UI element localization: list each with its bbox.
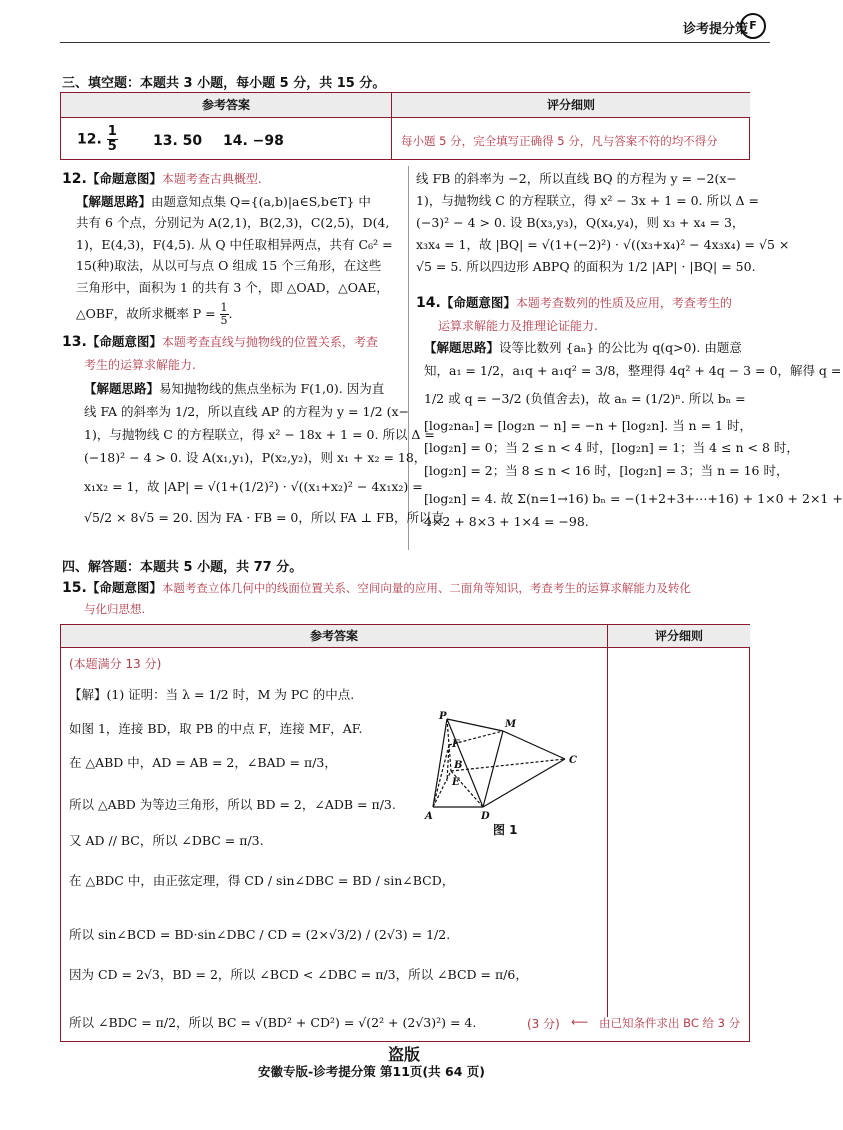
q15-answer-table — [60, 624, 750, 1042]
q13-cont-line-4: x₃x₄ = 1，故 |BQ| = √(1+(−2)²) · √((x₃+x₄)² − 4x₃x₄) = √5 × — [416, 237, 790, 252]
q12-idea-tag: 【解题思路】 — [76, 193, 152, 209]
label-f: F — [452, 739, 460, 750]
q13-cont-line-3: (−3)² − 4 > 0. 设 B(x₃,y₃)，Q(x₄,y₄)，则 x₃ + x₄ = 3， — [416, 215, 745, 230]
label-c: C — [569, 755, 577, 766]
answer-13: 13. 50 — [153, 133, 203, 149]
q14-line-1: 设等比数列 {aₙ} 的公比为 q(q>0). 由题意 — [499, 340, 742, 355]
q15-step-6: 在 △BDC 中，由正弦定理，得 CD / sin∠DBC = BD / sin∠BCD， — [69, 873, 455, 888]
q15-step-8: 因为 CD = 2√3，BD = 2，所以 ∠BCD < ∠DBC = π/3，所以 ∠BCD = π/6， — [69, 967, 528, 982]
q13-cont-line-5: √5 = 5. 所以四边形 ABPQ 的面积为 1/2 |AP| · |BQ| = 50. — [416, 259, 756, 274]
q14-number: 14. — [416, 295, 441, 311]
q15-step-7: 所以 sin∠BCD = BD·sin∠DBC / CD = (2×√3/2) / (2√3) = 1/2. — [69, 927, 451, 942]
edge-dc — [483, 759, 565, 807]
q13-line-3: 1)，与抛物线 C 的方程联立，得 x² − 18x + 1 = 0. 所以 Δ = — [84, 427, 435, 442]
q12-line-6-end: . — [228, 306, 233, 321]
figure-1-pyramid — [423, 711, 583, 829]
q13-line-5: x₁x₂ = 1，故 |AP| = √(1+(1/2)²) · √((x₁+x₂)² − 4x₁x₂) = — [84, 479, 423, 494]
section-3-title: 三、填空题：本题共 3 小题，每小题 5 分，共 15 分。 — [62, 76, 386, 91]
edge-dm — [483, 731, 503, 807]
q12-line-2: 共有 6 个点，分别记为 A(2,1)，B(2,3)，C(2,5)，D(4, — [76, 215, 390, 230]
q14-line-2: 知，a₁ = 1/2，a₁q + a₁q² = 3/8，整理得 4q² + 4q − 3 = 0，解得 q = — [424, 362, 842, 378]
q13-line-1: 易知抛物线的焦点坐标为 F(1,0). 因为直 — [159, 381, 385, 396]
footer-text: 安徽专版-诊考提分策 第11页(共 64 页) — [258, 1064, 485, 1079]
q15-header-answer: 参考答案 — [61, 625, 607, 647]
label-m: M — [505, 719, 517, 730]
header-divider — [60, 42, 770, 43]
q13-continued-block — [416, 168, 790, 278]
q15-col-rule — [607, 647, 608, 1017]
q12-intent: 本题考查古典概型. — [161, 172, 262, 186]
q12-line-4: 15(种)取法，从以可与点 O 组成 15 个三角形，在这些 — [76, 258, 382, 273]
q15-step-2: 如图 1，连接 BD，取 PB 的中点 F，连接 MF，AF. — [69, 721, 363, 736]
q15-full-score: (本题满分 13 分) — [69, 657, 162, 671]
q12-prob-den: 5 — [220, 314, 228, 327]
q14-idea-tag: 【解题思路】 — [424, 340, 500, 355]
q15-step-1: 【解】(1) 证明：当 λ = 1/2 时，M 为 PC 的中点. — [69, 687, 355, 702]
label-a: A — [425, 811, 433, 822]
q13-block — [62, 330, 445, 529]
q14-line-7: [log₂n] = 4. 故 Σ(n=1→16) bₙ = −(1+2+3+⋯+16) + 1×0 + 2×1 + — [424, 491, 843, 506]
label-p: P — [439, 711, 447, 722]
brand-logo-icon: F — [740, 13, 766, 39]
q13-cont-line-2: 1)，与抛物线 C 的方程联立，得 x² − 3x + 1 = 0. 所以 Δ = — [416, 193, 759, 208]
q15-step-5: 又 AD // BC，所以 ∠DBC = π/3. — [69, 833, 264, 848]
label-d: D — [481, 811, 490, 822]
q15-intent-block — [62, 577, 752, 620]
q15-score-detail: 由已知条件求出 BC 给 3 分 — [599, 1016, 741, 1030]
q13-intent-tag: 【命题意图】 — [86, 334, 162, 349]
q15-intent-1: 本题考查立体几何中的线面位置关系、空间向量的应用、二面角等知识，考查考生的运算求解能力及转化 — [161, 581, 691, 595]
q13-line-4: (−18)² − 4 > 0. 设 A(x₁,y₁)，P(x₂,y₂)，则 x₁ + x₂ = 18， — [84, 450, 427, 465]
q12-prob-num: 1 — [220, 301, 228, 314]
q12-line-1: 由题意知点集 Q={(a,b)|a∈S,b∈T} 中 — [151, 193, 371, 209]
q12-number: 12. — [62, 171, 87, 187]
q15-header-score: 评分细则 — [607, 625, 750, 647]
q14-intent-2: 运算求解能力及推理论证能力. — [438, 318, 598, 333]
label-b: B — [454, 760, 463, 771]
edge-pm — [447, 719, 503, 731]
q13-intent-1: 本题考查直线与抛物线的位置关系，考查 — [161, 335, 378, 349]
q15-step-3: 在 △ABD 中，AD = AB = 2，∠BAD = π/3， — [69, 755, 337, 770]
q14-line-3: 1/2 或 q = −3/2 (负值舍去)，故 aₙ = (1/2)ⁿ. 所以 bₙ = — [424, 391, 746, 406]
table-header-answer: 参考答案 — [61, 93, 391, 117]
table-col-rule — [391, 117, 392, 159]
q15-score-note: (3 分) — [527, 1017, 560, 1031]
q12-line-6: △OBF，故所求概率 P = — [76, 306, 216, 321]
label-e: E — [452, 777, 460, 788]
q12-intent-tag: 【命题意图】 — [86, 171, 162, 186]
answer-12-label: 12. — [77, 131, 102, 148]
answer-12 — [77, 125, 118, 154]
q15-step-9: 所以 ∠BDC = π/2，所以 BC = √(BD² + CD²) = √(2² + (2√3)²) = 4. — [69, 1015, 477, 1030]
q13-line-2: 线 FA 的斜率为 1/2，所以直线 AP 的方程为 y = 1/2 (x− — [84, 404, 409, 419]
q13-cont-line-1: 线 FB 的斜率为 −2，所以直线 BQ 的方程为 y = −2(x− — [416, 171, 737, 186]
answer-14: 14. −98 — [223, 133, 284, 149]
footer-stamp: 盗版 — [388, 1045, 421, 1064]
answer-12-den: 5 — [107, 139, 117, 154]
table-rule — [61, 117, 749, 118]
q15-intent-2: 与化归思想. — [84, 602, 146, 616]
table-header-score: 评分细则 — [391, 93, 750, 117]
q13-intent-2: 考生的运算求解能力. — [84, 358, 196, 372]
q12-line-5: 三角形中，面积为 1 的共有 3 个，即 △OAD，△OAE， — [76, 279, 389, 295]
figure-1-caption: 图 1 — [493, 823, 518, 837]
q12-line-3: 1)，E(4,3)，F(4,5). 从 Q 中任取相异两点，共有 C₆² = — [76, 236, 393, 252]
q14-line-4: [log₂naₙ] = [log₂n − n] = −n + [log₂n]. 当 n = 1 时， — [424, 417, 752, 433]
q14-block — [416, 292, 843, 533]
q14-intent-1: 本题考查数列的性质及应用，考查考生的 — [515, 296, 732, 310]
q13-number: 13. — [62, 334, 87, 350]
answer-12-num: 1 — [107, 124, 117, 139]
q15-number: 15. — [62, 580, 87, 596]
q14-line-5: [log₂n] = 0；当 2 ≤ n < 4 时，[log₂n] = 1；当 4 ≤ n < 8 时， — [424, 440, 799, 455]
q13-line-6: √5/2 × 8√5 = 20. 因为 FA · FB = 0，所以 FA ⊥ FB，所以直 — [84, 510, 445, 525]
q14-intent-tag: 【命题意图】 — [440, 295, 516, 310]
q12-block — [62, 168, 402, 327]
q15-step-4: 所以 △ABD 为等边三角形，所以 BD = 2，∠ADB = π/3. — [69, 797, 396, 812]
edge-pd — [447, 719, 483, 807]
score-rule-text: 每小题 5 分，完全填写正确得 5 分，凡与答案不符的均不得分 — [401, 134, 718, 148]
edge-mc — [503, 731, 565, 759]
q15-intent-tag: 【命题意图】 — [86, 580, 162, 595]
section-4-title: 四、解答题：本题共 5 小题，共 77 分。 — [62, 560, 303, 575]
q13-idea-tag: 【解题思路】 — [84, 381, 160, 396]
header-brand: 诊考提分策 — [682, 22, 748, 37]
q14-line-6: [log₂n] = 2；当 8 ≤ n < 16 时，[log₂n] = 3；当 n = 16 时， — [424, 462, 789, 478]
answer-12-fraction — [107, 125, 118, 154]
q12-prob-fraction — [220, 302, 229, 327]
arrow-left-icon: ⟵ — [571, 1015, 589, 1029]
q14-line-8: 4×2 + 8×3 + 1×4 = −98. — [424, 513, 589, 529]
q15-table-rule — [61, 647, 749, 648]
fill-answer-table — [60, 92, 750, 160]
edge-pa — [433, 719, 447, 807]
